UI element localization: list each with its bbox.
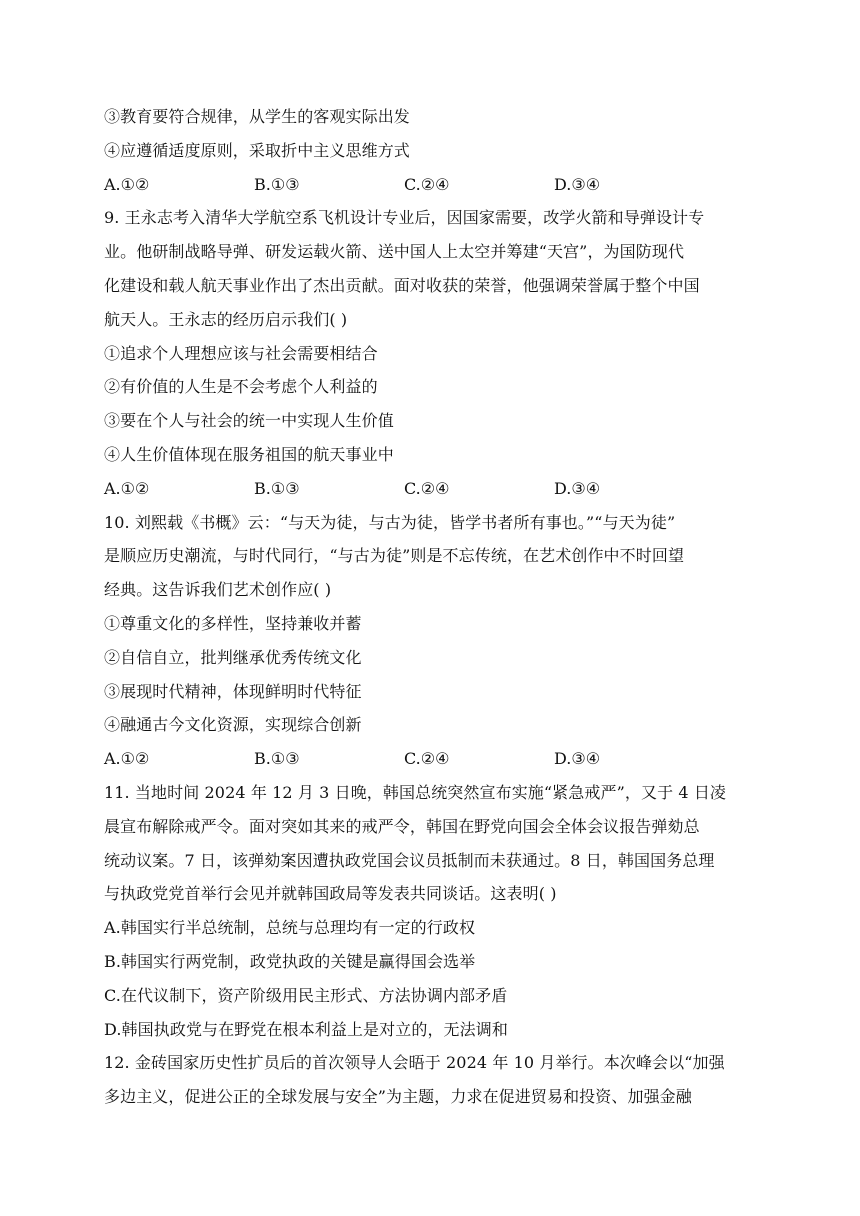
q8-choice-b: B.①③: [254, 174, 300, 194]
q12-stem-line: 12. 金砖国家历史性扩员后的首次领导人会晤于 2024 年 10 月举行。本次峰会以“加强: [104, 1053, 725, 1073]
q9-stem-line: 业。他研制战略导弹、研发运载火箭、送中国人上太空并筹建“天宫”，为国防现代: [104, 242, 685, 262]
q9-choice-c: C.②④: [404, 478, 450, 498]
q12-stem-line: 多边主义，促进公正的全球发展与安全”为主题，力求在促进贸易和投资、加强金融: [104, 1087, 692, 1107]
q10-option-3: ③展现时代精神，体现鲜明时代特征: [104, 681, 362, 701]
q9-choice-d: D.③④: [554, 478, 601, 498]
q11-stem-line: 与执政党党首举行会见并就韩国政局等发表共同谈话。这表明( ): [104, 884, 557, 904]
q10-choice-b: B.①③: [254, 749, 300, 769]
q11-option-c: C.在代议制下，资产阶级用民主形式、方法协调内部矛盾: [104, 985, 508, 1005]
q9-choice-a: A.①②: [104, 478, 150, 498]
exam-page: [104, 100, 764, 1114]
q11-stem-line: 11. 当地时间 2024 年 12 月 3 日晚，韩国总统突然宣布实施“紧急戒严”，又于 4 日凌: [104, 782, 727, 802]
q10-stem-line: 10. 刘熙载《书概》云：“与天为徒，与古为徒，皆学书者所有事也。”“与天为徒”: [104, 512, 676, 532]
q10-choice-d: D.③④: [554, 749, 601, 769]
q9-option-3: ③要在个人与社会的统一中实现人生价值: [104, 411, 394, 431]
q9-stem-line: 航天人。王永志的经历启示我们( ): [104, 309, 348, 329]
q10-choice-a: A.①②: [104, 749, 150, 769]
q9-stem-line: 9. 王永志考入清华大学航空系飞机设计专业后，因国家需要，改学火箭和导弹设计专: [104, 208, 705, 228]
q8-option-4: ④应遵循适度原则，采取折中主义思维方式: [104, 140, 410, 160]
q8-choice-c: C.②④: [404, 174, 450, 194]
q10-option-1: ①尊重文化的多样性，坚持兼收并蓄: [104, 613, 362, 633]
q11-stem-line: 统动议案。7 日，该弹劾案因遭执政党国会议员抵制而未获通过。8 日，韩国国务总理: [104, 850, 715, 870]
q8-option-3: ③教育要符合规律，从学生的客观实际出发: [104, 107, 410, 126]
q10-stem-line: 是顺应历史潮流，与时代同行，“与古为徒”则是不忘传统，在艺术创作中不时回望: [104, 546, 685, 566]
q9-option-1: ①追求个人理想应该与社会需要相结合: [104, 343, 378, 363]
q10-stem-line: 经典。这告诉我们艺术创作应( ): [104, 580, 332, 600]
q10-option-4: ④融通古今文化资源，实现综合创新: [104, 715, 362, 735]
q10-choice-c: C.②④: [404, 749, 450, 769]
q9-answer-choices: [104, 472, 764, 506]
q10-option-2: ②自信自立，批判继承优秀传统文化: [104, 647, 362, 667]
q11-stem-line: 晨宣布解除戒严令。面对突如其来的戒严令，韩国在野党向国会全体会议报告弹劾总: [104, 816, 700, 836]
q11-option-a: A.韩国实行半总统制，总统与总理均有一定的行政权: [104, 918, 476, 938]
q8-choice-a: A.①②: [104, 174, 150, 194]
q9-option-2: ②有价值的人生是不会考虑个人利益的: [104, 377, 378, 397]
q9-choice-b: B.①③: [254, 478, 300, 498]
q10-answer-choices: [104, 742, 764, 776]
q11-option-d: D.韩国执政党与在野党在根本利益上是对立的，无法调和: [104, 1019, 508, 1039]
q8-answer-choices: [104, 168, 764, 202]
q9-stem-line: 化建设和载人航天事业作出了杰出贡献。面对收获的荣誉，他强调荣誉属于整个中国: [104, 275, 700, 295]
q8-choice-d: D.③④: [554, 174, 601, 194]
q9-option-4: ④人生价值体现在服务祖国的航天事业中: [104, 444, 394, 464]
q11-option-b: B.韩国实行两党制，政党执政的关键是赢得国会选举: [104, 951, 476, 971]
